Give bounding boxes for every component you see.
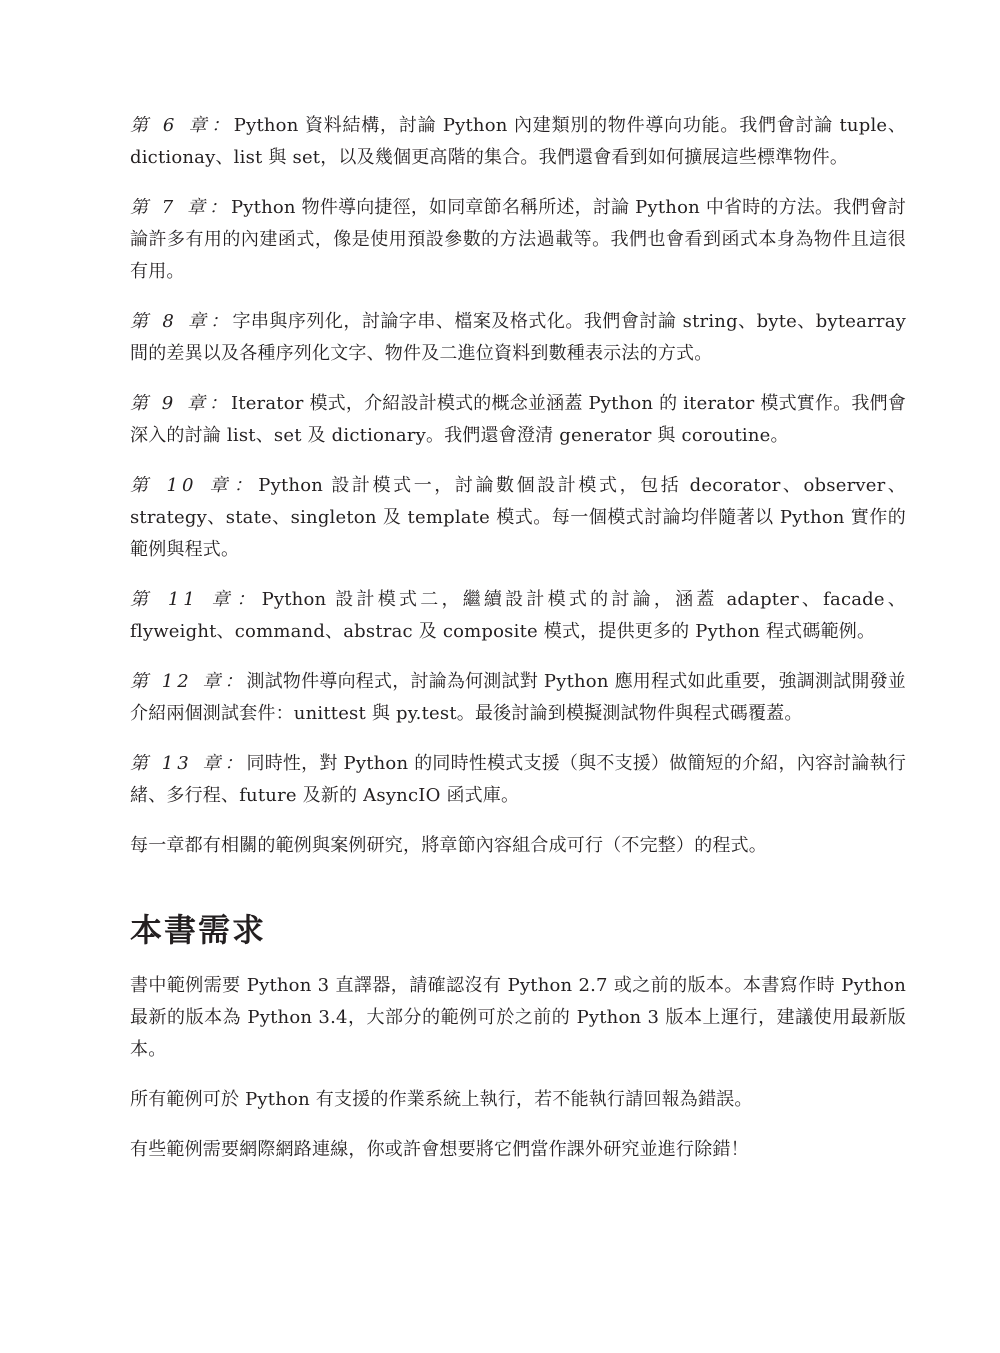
chapter-9-title: Iterator 模式， [230, 393, 365, 414]
chapter-11-paragraph [130, 584, 906, 648]
chapter-13-paragraph [130, 748, 906, 812]
chapter-8-body: 討論字串、檔案及格式化。我們會討論 string、byte、bytearray 間的差異以及各種序列化文字、物件及二進位資料到數種表示法的方式。 [130, 311, 907, 364]
chapter-7-title: Python 物件導向捷徑， [230, 197, 430, 218]
chapter-9-paragraph [130, 388, 906, 452]
chapter-7-label: 第 7 章： [130, 197, 231, 218]
chapter-8-label: 第 8 章： [130, 311, 233, 332]
chapter-6-title: Python 資料結構， [233, 115, 399, 136]
requirements-heading: 本書需求 [130, 911, 267, 949]
chapter-6-label: 第 6 章： [130, 115, 234, 136]
chapter-6-paragraph [130, 110, 906, 174]
chapter-11-body: 繼續設計模式的討論，涵蓋 adapter、facade、flyweight、command、abstrac 及 composite 模式，提供更多的 Python 程式碼範例。 [130, 589, 906, 642]
chapter-10-paragraph [130, 470, 906, 566]
chapter-10-title: Python 設計模式一， [258, 475, 455, 496]
chapter-7-paragraph [130, 192, 906, 288]
chapter-13-body: 對 Python 的同時性模式支援（與不支援）做簡短的介紹，內容討論執行緒、多行程、future 及新的 AsyncIO 函式庫。 [130, 753, 907, 806]
chapter-7-body: 如同章節名稱所述，討論 Python 中省時的方法。我們會討論許多有用的內建函式，像是使用預設參數的方法過載等。我們也會看到函式本身為物件且這很有用。 [130, 197, 907, 282]
chapter-9-body: 介紹設計模式的概念並涵蓋 Python 的 iterator 模式實作。我們會深入的討論 list、set 及 dictionary。我們還會澄清 generator 與 coroutine。 [130, 393, 907, 446]
chapter-10-body: 討論數個設計模式，包括 decorator、observer、strategy、state、singleton 及 template 模式。每一個模式討論均伴隨著以 Python 實作的範例與程式。 [130, 475, 906, 560]
requirements-paragraph-3: 有些範例需要網際網路連線，你或許會想要將它們當作課外研究並進行除錯！ [130, 1139, 749, 1160]
chapter-13-label: 第 13 章： [130, 753, 247, 774]
chapter-8-paragraph [130, 306, 906, 370]
chapter-10-label: 第 10 章： [130, 475, 259, 496]
chapter-12-body: 討論為何測試對 Python 應用程式如此重要，強調測試開發並介紹兩個測試套件：unittest 與 py.test。最後討論到模擬測試物件與程式碼覆蓋。 [130, 671, 907, 724]
chapter-12-paragraph [130, 666, 906, 730]
chapter-9-label: 第 9 章： [130, 393, 231, 414]
chapter-8-title: 字串與序列化， [232, 311, 362, 332]
requirements-paragraph-1: 書中範例需要 Python 3 直譯器，請確認沒有 Python 2.7 或之前的版本。本書寫作時 Python 最新的版本為 Python 3.4，大部分的範例可於之前的 Python 3 版本上運行，建議使用最新版本。 [130, 975, 906, 1060]
requirements-paragraph-2: 所有範例可於 Python 有支援的作業系統上執行，若不能執行請回報為錯誤。 [130, 1089, 753, 1110]
summary-paragraph: 每一章都有相關的範例與案例研究，將章節內容組合成可行（不完整）的程式。 [130, 835, 767, 856]
chapter-11-title: Python 設計模式二， [261, 589, 463, 610]
chapter-12-title: 測試物件導向程式， [246, 671, 411, 692]
chapter-12-label: 第 12 章： [130, 671, 247, 692]
page-content [130, 110, 906, 1184]
chapter-13-title: 同時性， [246, 753, 320, 774]
chapter-6-body: 討論 Python 內建類別的物件導向功能。我們會討論 tuple、dictionay、list 與 set，以及幾個更高階的集合。我們還會看到如何擴展這些標準物件。 [130, 115, 907, 168]
chapter-11-label: 第 11 章： [130, 589, 262, 610]
